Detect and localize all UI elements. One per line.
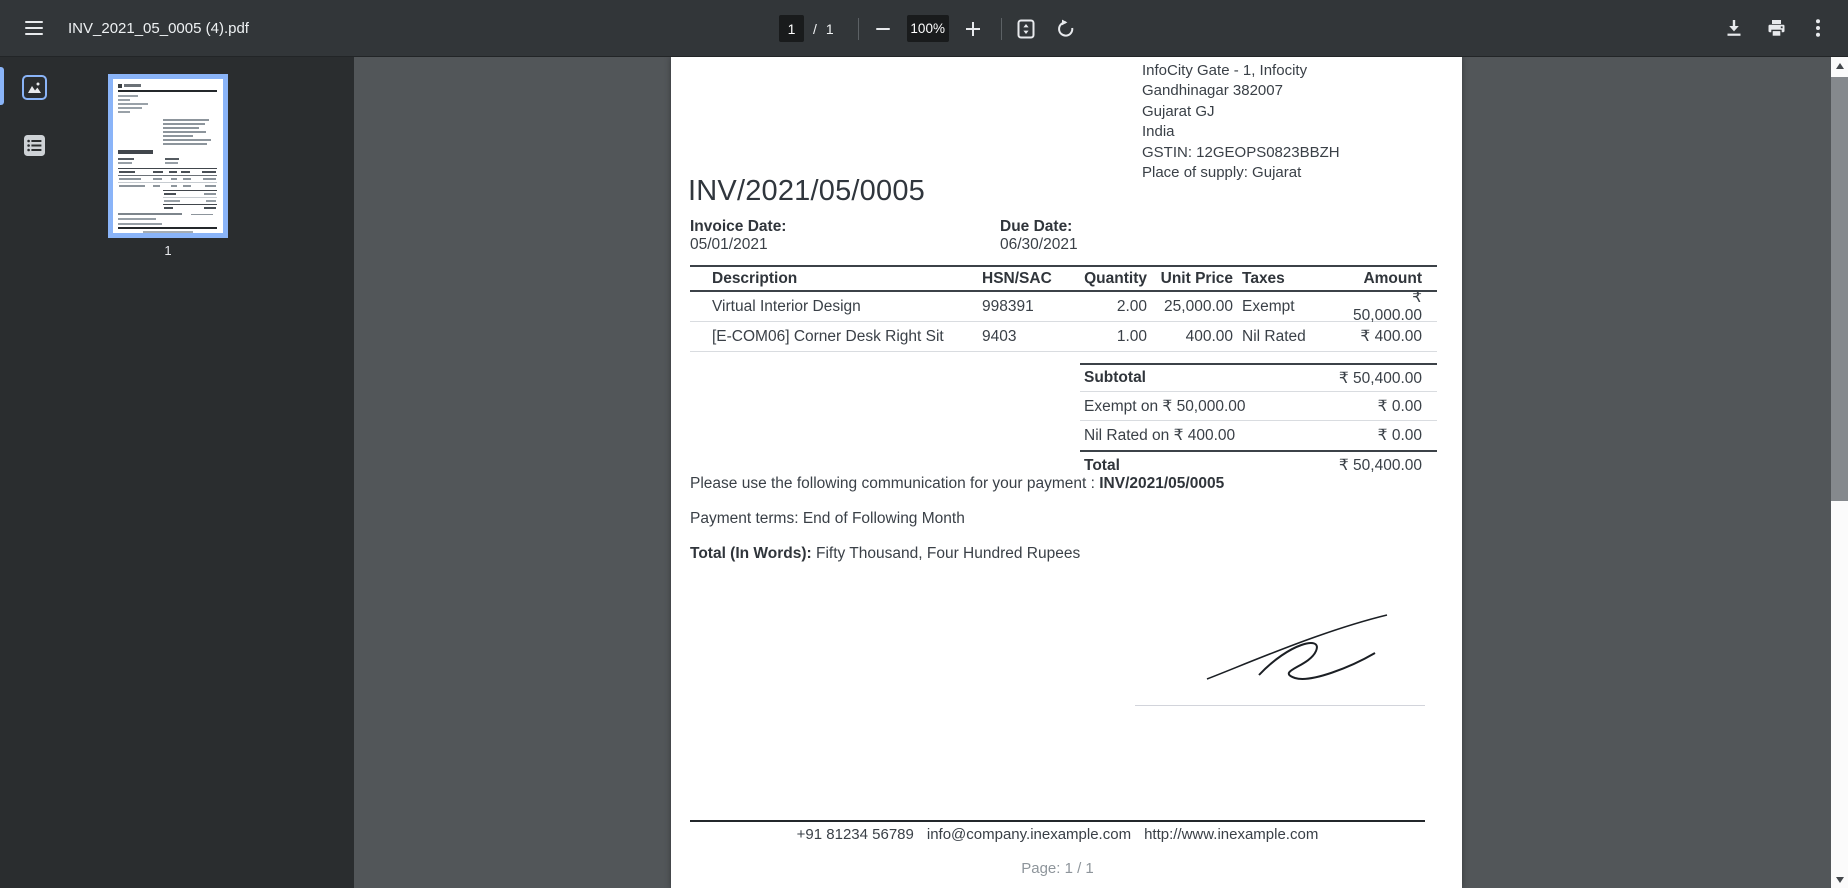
invoice-page <box>671 57 1462 888</box>
cell-quantity: 2.00 <box>1116 297 1147 315</box>
total-in-words-text: Fifty Thousand, Four Hundred Rupees <box>816 545 1081 562</box>
thumbnail-sidebar <box>0 57 354 888</box>
picture-icon <box>27 81 42 94</box>
cell-taxes: Exempt <box>1242 297 1295 315</box>
subtotal-label: Subtotal <box>1084 369 1146 386</box>
total-in-words-label: Total (In Words): <box>690 545 812 562</box>
exempt-value: ₹ 0.00 <box>1377 397 1422 415</box>
cell-taxes: Nil Rated <box>1242 327 1306 345</box>
header-amount: Amount <box>1363 269 1422 287</box>
subtotal-value: ₹ 50,400.00 <box>1338 369 1422 387</box>
thumbnails-tab[interactable] <box>22 75 47 100</box>
seller-address <box>1142 61 1340 183</box>
payment-instruction-text: Please use the following communication for your payment : <box>690 475 1100 492</box>
header-taxes: Taxes <box>1242 269 1285 287</box>
header-quantity: Quantity <box>1084 269 1147 287</box>
document-title: INV_2021_05_0005 (4).pdf <box>68 20 249 37</box>
nil-rated-value: ₹ 0.00 <box>1377 427 1422 444</box>
nil-rated-label: Nil Rated on ₹ 400.00 <box>1084 427 1236 444</box>
scrollbar-thumb[interactable] <box>1831 77 1848 501</box>
plus-icon <box>966 22 980 36</box>
address-line: GSTIN: 12GEOPS0823BBZH <box>1142 143 1340 161</box>
footer-contacts <box>690 826 1425 843</box>
pdf-toolbar <box>0 0 1848 57</box>
total-in-words <box>690 545 1080 563</box>
footer-divider <box>690 820 1425 822</box>
zoom-level-display: 100% <box>907 15 949 42</box>
address-line: Gujarat GJ <box>1142 102 1215 120</box>
invoice-date-value: 05/01/2021 <box>690 236 768 253</box>
page-indicator: Page: 1 / 1 <box>1021 860 1094 877</box>
document-outline-icon <box>23 134 46 157</box>
payment-reference: INV/2021/05/0005 <box>1099 475 1225 492</box>
footer-email: info@company.inexample.com <box>926 826 1132 843</box>
page-number-input[interactable] <box>779 15 804 42</box>
table-row <box>690 289 1437 324</box>
cell-unit-price: 25,000.00 <box>1164 297 1233 315</box>
scroll-up-button[interactable] <box>1831 57 1848 74</box>
header-hsn-sac: HSN/SAC <box>982 269 1052 287</box>
rotate-counterclockwise-icon <box>1056 19 1076 39</box>
cell-description: [E-COM06] Corner Desk Right Sit <box>712 327 944 345</box>
cell-amount: ₹ 400.00 <box>1360 328 1422 345</box>
toolbar-center-controls <box>767 0 1084 57</box>
scroll-down-button[interactable] <box>1831 871 1848 888</box>
zoom-out-button[interactable] <box>867 13 899 45</box>
toolbar-right-controls <box>1716 10 1836 46</box>
zoom-in-button[interactable] <box>957 13 989 45</box>
rotate-button[interactable] <box>1048 11 1084 47</box>
vertical-scrollbar[interactable] <box>1831 57 1848 888</box>
cell-hsn-sac: 998391 <box>982 297 1034 315</box>
invoice-number-title: INV/2021/05/0005 <box>688 175 925 207</box>
total-label: Total <box>1084 456 1120 474</box>
signature-line <box>1135 705 1425 706</box>
print-button[interactable] <box>1758 10 1794 46</box>
toolbar-separator <box>1001 18 1002 40</box>
address-line: Place of supply: Gujarat <box>1142 164 1302 182</box>
more-options-button[interactable] <box>1800 10 1836 46</box>
address-line: India <box>1142 123 1175 141</box>
download-button[interactable] <box>1716 10 1752 46</box>
exempt-label: Exempt on ₹ 50,000.00 <box>1084 397 1246 415</box>
hamburger-icon <box>25 21 43 35</box>
totals-section <box>1080 363 1437 479</box>
arrow-up-icon <box>1836 63 1844 69</box>
address-line: InfoCity Gate - 1, Infocity <box>1142 62 1308 79</box>
payment-terms: Payment terms: End of Following Month <box>690 510 965 527</box>
header-unit-price: Unit Price <box>1160 269 1233 287</box>
page-thumbnail-preview <box>113 79 223 233</box>
table-row <box>690 322 1437 352</box>
menu-button[interactable] <box>16 10 52 46</box>
address-line: Gandhinagar 382007 <box>1142 82 1283 100</box>
footer-phone: +91 81234 56789 <box>796 826 914 843</box>
payment-instruction <box>690 475 1224 493</box>
cell-description: Virtual Interior Design <box>712 297 861 315</box>
signature <box>1201 609 1396 704</box>
header-description: Description <box>712 269 798 287</box>
footer-website: http://www.inexample.com <box>1144 826 1319 843</box>
outline-tab[interactable] <box>23 134 46 157</box>
subtotal-row <box>1080 363 1437 392</box>
total-value: ₹ 50,400.00 <box>1338 457 1422 474</box>
invoice-date-label: Invoice Date: <box>690 218 787 235</box>
minus-icon <box>876 28 890 30</box>
fit-page-button[interactable] <box>1010 13 1042 45</box>
table-header-row <box>690 265 1437 292</box>
due-date-label: Due Date: <box>1000 218 1073 235</box>
line-items-table <box>690 265 1437 352</box>
selected-tab-indicator <box>0 67 4 105</box>
cell-hsn-sac: 9403 <box>982 327 1017 345</box>
vertical-dots-icon <box>1816 19 1820 37</box>
page-count-label: 1 <box>825 20 834 37</box>
nil-rated-row <box>1080 421 1437 450</box>
cell-unit-price: 400.00 <box>1185 327 1233 345</box>
print-icon <box>1767 19 1786 38</box>
download-icon <box>1725 19 1743 37</box>
due-date-value: 06/30/2021 <box>1000 236 1078 253</box>
page-divider: / <box>813 20 817 37</box>
arrow-down-icon <box>1836 877 1844 883</box>
fit-page-icon <box>1016 19 1036 39</box>
cell-quantity: 1.00 <box>1116 327 1147 345</box>
thumbnail-page-number: 1 <box>164 243 172 258</box>
cell-amount: ₹ 50,000.00 <box>1353 289 1422 324</box>
page-thumbnail[interactable] <box>108 74 228 238</box>
toolbar-separator <box>858 18 859 40</box>
exempt-row <box>1080 392 1437 421</box>
